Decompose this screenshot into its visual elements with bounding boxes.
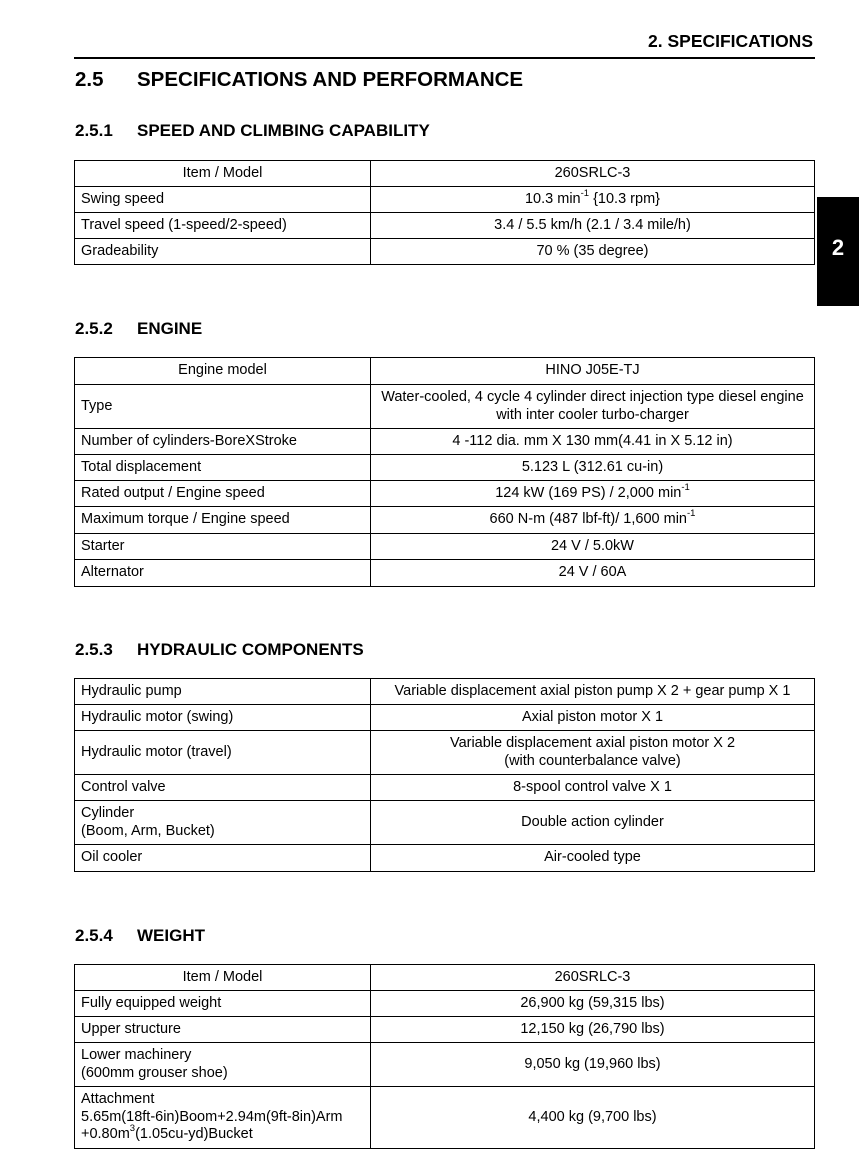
row-value: 9,050 kg (19,960 lbs) [371,1043,815,1087]
table-row [75,705,815,731]
header-cell: Engine model [75,358,371,385]
table-header-row [75,161,815,187]
row-value: Air-cooled type [371,845,815,872]
row-value: 70 % (35 degree) [371,239,815,265]
table-row [75,239,815,265]
row-value: 124 kW (169 PS) / 2,000 $\min^{-1}$ [371,481,815,507]
subsection-number: 2.5.3 [75,640,113,659]
table-row [75,534,815,560]
row-value: 8-spool control valve X 1 [371,775,815,801]
row-label: Maximum torque / Engine speed [75,507,371,534]
row-label: Swing speed [75,187,371,213]
row-label: Travel speed (1-speed/2-speed) [75,213,371,239]
table-row [75,1043,815,1087]
table-row [75,731,815,775]
row-label: Control valve [75,775,371,801]
row-label: Number of cylinders-BoreXStroke [75,429,371,455]
row-label: Attachment 5.65m(18ft-6in)Boom+2.94m(9ft-8in)Arm $+0.80m^3(1.05cu-yd)Bucket$ [75,1087,371,1149]
section-number: 2.5 [75,68,104,91]
subsection-number: 2.5.4 [75,926,113,945]
row-label: Type [75,385,371,429]
row-value: 10.3 $\min^{-1} \{10.3$ rpm} [371,187,815,213]
table-row [75,213,815,239]
table-row [75,679,815,705]
row-value: Double action cylinder [371,801,815,845]
table-row [75,429,815,455]
row-value: 4 -112 dia. mm X 130 mm(4.41 in X 5.12 in) [371,429,815,455]
row-label: Hydraulic motor (swing) [75,705,371,731]
row-value: 3.4 / 5.5 km/h (2.1 / 3.4 mile/h) [371,213,815,239]
row-value: 5.123 L (312.61 cu-in) [371,455,815,481]
table-row [75,385,815,429]
row-value: Water-cooled, 4 cycle 4 cylinder direct injection type diesel engine with inter cooler turbo-charger [371,385,815,429]
subsection-heading-speed [75,121,430,141]
row-label: Hydraulic pump [75,679,371,705]
chapter-tab: 2 [817,197,859,306]
table-row [75,560,815,587]
row-value: 4,400 kg (9,700 lbs) [371,1087,815,1149]
row-label: Gradeability [75,239,371,265]
row-label: Total displacement [75,455,371,481]
row-value: 12,150 kg (26,790 lbs) [371,1017,815,1043]
row-label: Fully equipped weight [75,991,371,1017]
row-label: Rated output / Engine speed [75,481,371,507]
row-value: 26,900 kg (59,315 lbs) [371,991,815,1017]
row-value: Variable displacement axial piston motor X 2 (with counterbalance valve) [371,731,815,775]
table-row [75,775,815,801]
row-label: Cylinder (Boom, Arm, Bucket) [75,801,371,845]
row-label: Lower machinery (600mm grouser shoe) [75,1043,371,1087]
subsection-heading-hydraulic [75,640,364,660]
hydraulic-table [74,678,815,872]
table-row [75,1087,815,1149]
table-row [75,507,815,534]
running-header [74,30,815,59]
row-value: 24 V / 5.0kW [371,534,815,560]
table-row [75,845,815,872]
subsection-title: HYDRAULIC COMPONENTS [137,640,364,659]
header-cell: 260SRLC-3 [371,161,815,187]
section-heading [75,68,523,92]
subsection-heading-engine [75,319,202,339]
row-label: Starter [75,534,371,560]
subsection-title: SPEED AND CLIMBING CAPABILITY [137,121,430,140]
chapter-title: 2. SPECIFICATIONS [648,31,813,51]
row-label: Oil cooler [75,845,371,872]
weight-table [74,964,815,1149]
header-cell: 260SRLC-3 [371,965,815,991]
table-header-row [75,358,815,385]
subsection-title: ENGINE [137,319,203,338]
table-row [75,1017,815,1043]
header-cell: Item / Model [75,965,371,991]
row-value: Variable displacement axial piston pump X 2 + gear pump X 1 [371,679,815,705]
speed-table [74,160,815,265]
section-title: SPECIFICATIONS AND PERFORMANCE [137,68,524,91]
row-label: Alternator [75,560,371,587]
table-header-row [75,965,815,991]
table-row [75,187,815,213]
row-value: Axial piston motor X 1 [371,705,815,731]
table-row [75,481,815,507]
row-label: Hydraulic motor (travel) [75,731,371,775]
table-row [75,455,815,481]
subsection-heading-weight [75,926,205,946]
table-row [75,801,815,845]
header-cell: Item / Model [75,161,371,187]
subsection-number: 2.5.2 [75,319,113,338]
row-value: 24 V / 60A [371,560,815,587]
subsection-title: WEIGHT [137,926,205,945]
engine-table [74,357,815,587]
row-label: Upper structure [75,1017,371,1043]
subsection-number: 2.5.1 [75,121,113,140]
table-row [75,991,815,1017]
header-cell: HINO J05E-TJ [371,358,815,385]
row-value: 660 N-m (487 lbf-ft)/ 1,600 $\min^{-1}$ [371,507,815,534]
